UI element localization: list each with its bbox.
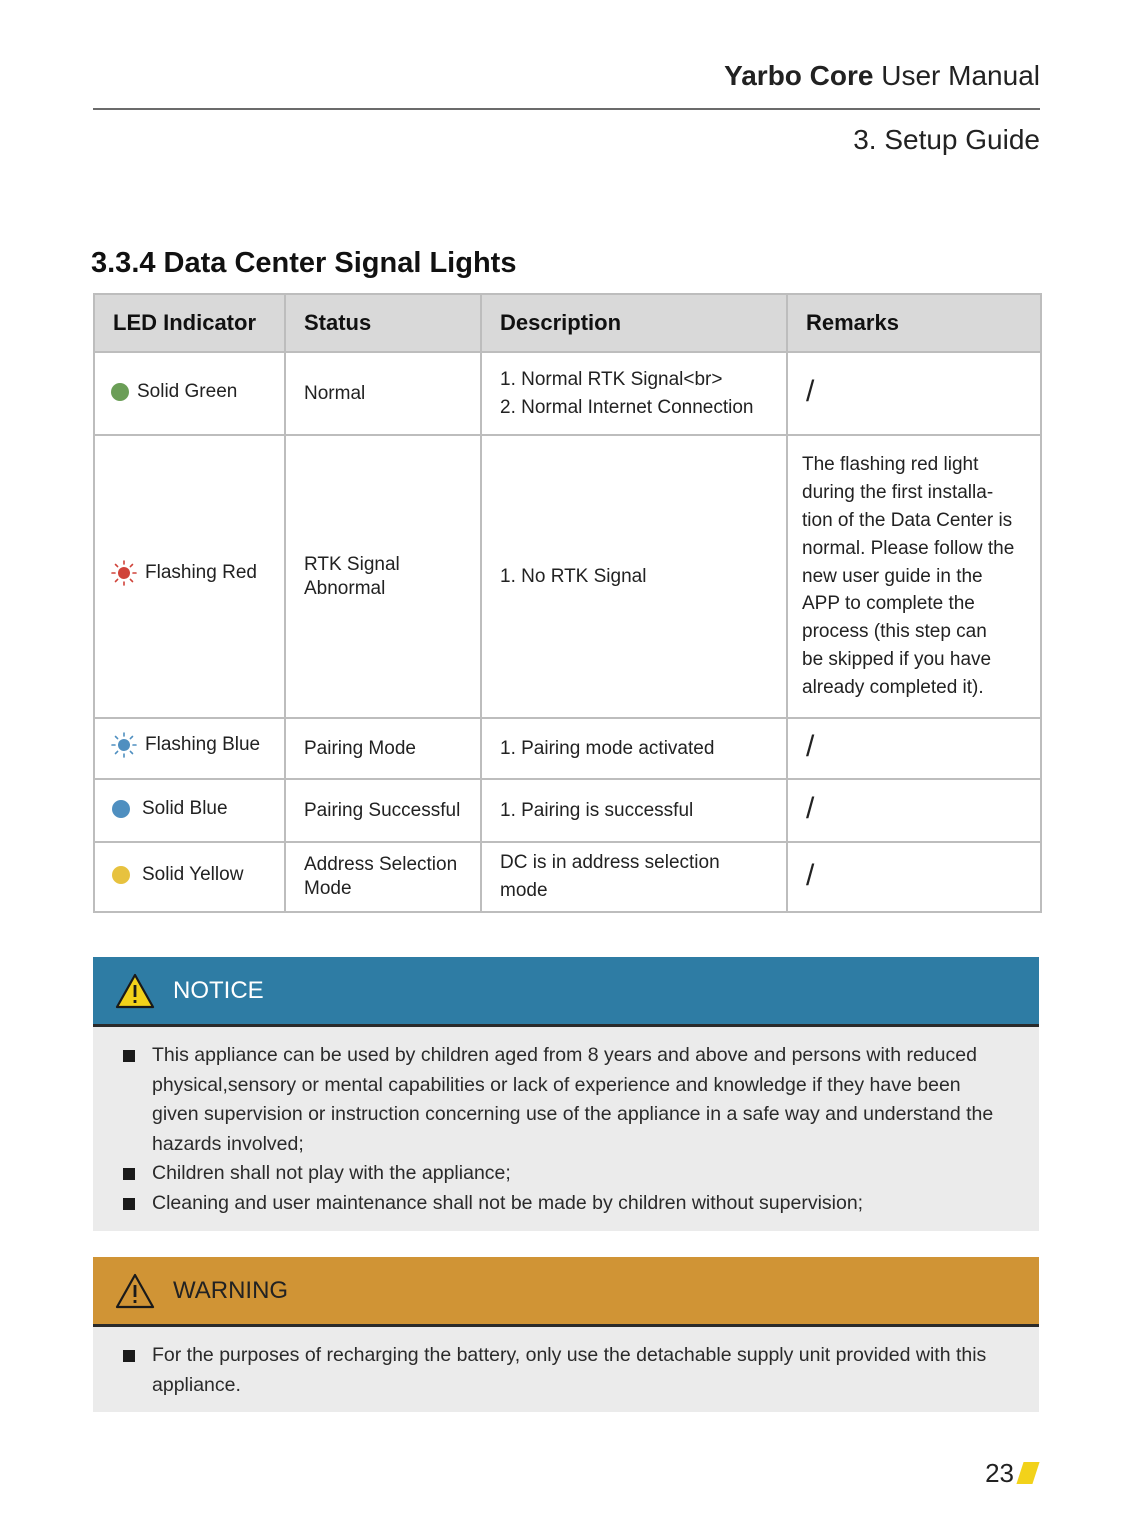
status-cell: Pairing Successful	[285, 779, 481, 842]
description-line: 1. Pairing is successful	[500, 799, 694, 821]
remarks-line: during the first installa-	[802, 482, 994, 504]
description-cell	[481, 435, 787, 718]
table-row	[94, 435, 1041, 718]
warning-title: WARNING	[173, 1276, 289, 1304]
description-cell	[481, 779, 787, 842]
description-line: 1. Normal RTK Signal<br>	[500, 368, 723, 390]
led-label: Solid Yellow	[142, 864, 244, 885]
notice-item: Cleaning and user maintenance shall not be made by children without supervision;	[121, 1189, 1011, 1219]
remarks-cell	[787, 435, 1041, 718]
table-row	[94, 779, 1041, 842]
led-cell	[94, 718, 285, 779]
header-remarks: Remarks	[787, 294, 1041, 352]
header-led-indicator: LED Indicator	[94, 294, 285, 352]
signal-lights-table	[93, 293, 1042, 913]
status-cell: Pairing Mode	[285, 718, 481, 779]
notice-body	[93, 1027, 1039, 1231]
led-cell	[94, 842, 285, 912]
notice-title: NOTICE	[173, 976, 264, 1004]
led-cell	[94, 435, 285, 718]
description-line: DC is in address selection	[500, 852, 720, 873]
warning-triangle-icon	[115, 1273, 155, 1309]
status-line: Address Selection	[304, 854, 458, 875]
header-status: Status	[285, 294, 481, 352]
table-row	[94, 352, 1041, 435]
table-row	[94, 842, 1041, 912]
status-line: Mode	[304, 878, 352, 899]
description-line: 2. Normal Internet Connection	[500, 396, 754, 418]
remarks-cell	[787, 779, 1041, 842]
remarks-slash: /	[806, 858, 815, 892]
remarks-line: The flashing red light	[802, 454, 979, 476]
description-line: 1. Pairing mode activated	[500, 737, 715, 759]
description-line: mode	[500, 880, 548, 901]
notice-list	[121, 1041, 1011, 1219]
status-line: RTK Signal	[304, 553, 400, 575]
led-cell	[94, 352, 285, 435]
manual-title-rest: User Manual	[881, 60, 1040, 91]
led-label: Flashing Red	[145, 561, 257, 583]
notice-header	[93, 957, 1039, 1027]
flashing-blue-light-icon	[111, 732, 137, 758]
remarks-cell	[787, 352, 1041, 435]
notice-item: This appliance can be used by children aged from 8 years and above and persons with reduced physical,sensory or mental capabilities or lack of experience and knowledge if they have been given supervision or instruction concerning use of the appliance in a safe way and understand the hazards involved;	[121, 1041, 1011, 1159]
warning-body	[93, 1327, 1039, 1412]
description-line: 1. No RTK Signal	[500, 565, 647, 587]
led-label: Solid Green	[137, 380, 238, 402]
remarks-slash: /	[806, 730, 815, 763]
status-cell	[285, 435, 481, 718]
remarks-line: be skipped if you have	[802, 648, 992, 670]
status-line: Abnormal	[304, 577, 386, 599]
notice-item: Children shall not play with the appliance;	[121, 1159, 1011, 1189]
solid-green-dot-icon	[111, 383, 129, 401]
notice-box	[93, 957, 1039, 1231]
header-description: Description	[481, 294, 787, 352]
remarks-line: new user guide in the	[802, 565, 983, 587]
led-cell	[94, 779, 285, 842]
flashing-red-light-icon	[111, 560, 137, 586]
remarks-line: tion of the Data Center is	[802, 510, 1013, 531]
solid-blue-dot-icon	[112, 800, 130, 818]
warning-item: For the purposes of recharging the battery, only use the detachable supply unit provided with this appliance.	[121, 1341, 1011, 1400]
remarks-slash: /	[806, 375, 815, 408]
table-row	[94, 718, 1041, 779]
remarks-cell	[787, 842, 1041, 912]
description-cell	[481, 842, 787, 912]
warning-box	[93, 1257, 1039, 1412]
table-header-row	[94, 294, 1041, 352]
remarks-line: normal. Please follow the	[802, 537, 1015, 559]
remarks-line: process (this step can	[802, 621, 987, 643]
page-tab-marker	[1016, 1462, 1039, 1484]
page-number: 23	[985, 1458, 1014, 1488]
warning-triangle-icon	[115, 973, 155, 1009]
remarks-line: APP to complete the	[802, 593, 975, 615]
warning-list	[121, 1341, 1011, 1400]
remarks-cell	[787, 718, 1041, 779]
chapter-title: 3. Setup Guide	[853, 124, 1040, 155]
led-label: Flashing Blue	[145, 733, 261, 755]
status-cell	[285, 842, 481, 912]
warning-header	[93, 1257, 1039, 1327]
section-heading: 3.3.4 Data Center Signal Lights	[91, 247, 517, 279]
led-label: Solid Blue	[142, 797, 228, 819]
manual-title	[724, 60, 1040, 92]
remarks-slash: /	[806, 792, 815, 825]
solid-yellow-dot-icon	[112, 866, 130, 884]
status-cell: Normal	[285, 352, 481, 435]
description-cell	[481, 718, 787, 779]
brand-name: Yarbo Core	[724, 60, 874, 91]
header-divider	[93, 108, 1040, 110]
description-cell	[481, 352, 787, 435]
remarks-line: already completed it).	[802, 676, 984, 698]
